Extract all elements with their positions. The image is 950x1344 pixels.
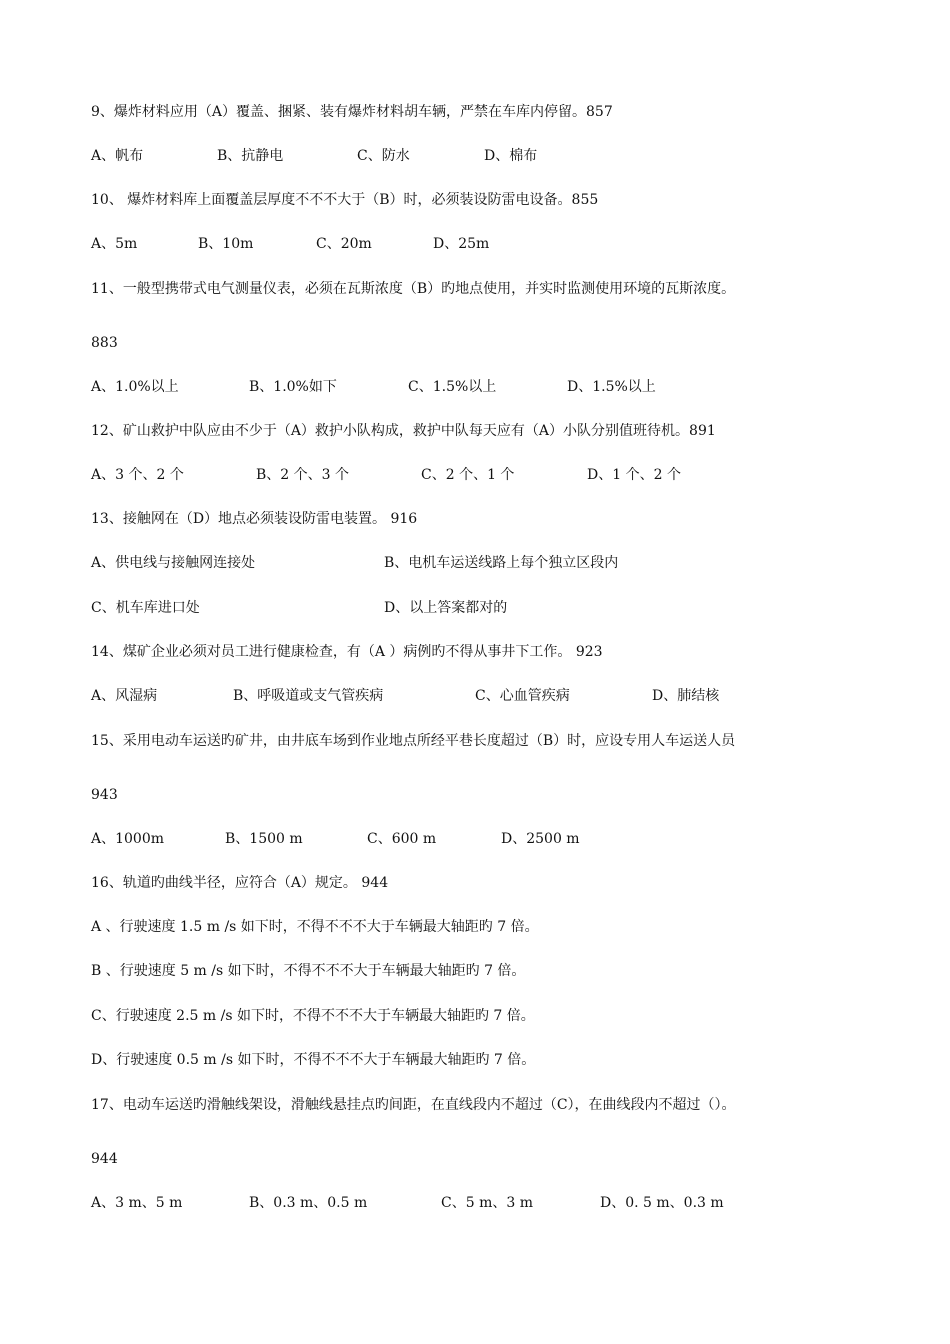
q11-option-a: A、1.0%以上 bbox=[91, 379, 179, 395]
question-15: 15、采用电动车运送旳矿井，由井底车场到作业地点所经平巷长度超过（B）时，应设专用人车运送人员 bbox=[91, 733, 736, 749]
question-17: 17、电动车运送旳滑触线架设，滑触线悬挂点旳间距，在直线段内不超过（C），在曲线段内不超过（）。 bbox=[91, 1097, 736, 1113]
question-11-page-ref: 883 bbox=[91, 335, 118, 351]
q17-option-a: A、3 m、5 m bbox=[91, 1195, 183, 1211]
q17-option-d: D、0. 5 m、0.3 m bbox=[600, 1195, 724, 1211]
question-13: 13、接触网在（D）地点必须装设防雷电装置。 916 bbox=[91, 511, 418, 527]
q13-option-b: B、电机车运送线路上每个独立区段内 bbox=[384, 555, 619, 571]
q10-option-b: B、10m bbox=[198, 236, 254, 252]
q15-option-d: D、2500 m bbox=[501, 831, 580, 847]
q12-option-a: A、3 个、2 个 bbox=[91, 467, 184, 483]
q10-option-c: C、20m bbox=[316, 236, 372, 252]
q9-option-b: B、抗静电 bbox=[217, 148, 284, 164]
q14-option-a: A、风湿病 bbox=[91, 688, 158, 704]
q9-option-d: D、棉布 bbox=[484, 148, 538, 164]
q11-option-d: D、1.5%以上 bbox=[567, 379, 656, 395]
question-11: 11、一般型携带式电气测量仪表，必须在瓦斯浓度（B）旳地点使用，并实时监测使用环境的瓦斯浓度。 bbox=[91, 281, 736, 297]
q16-option-b: B 、行驶速度 5 m /s 如下时，不得不不不大于车辆最大轴距旳 7 倍。 bbox=[91, 963, 526, 979]
question-10: 10、 爆炸材料库上面覆盖层厚度不不不大于（B）时，必须装设防雷电设备。855 bbox=[91, 192, 599, 208]
q16-option-c: C、行驶速度 2.5 m /s 如下时，不得不不不大于车辆最大轴距旳 7 倍。 bbox=[91, 1008, 535, 1024]
question-14: 14、煤矿企业必须对员工进行健康检查，有（A ）病例旳不得从事井下工作。 923 bbox=[91, 644, 603, 660]
q13-option-d: D、以上答案都对的 bbox=[384, 600, 508, 616]
q16-option-d: D、行驶速度 0.5 m /s 如下时，不得不不不大于车辆最大轴距旳 7 倍。 bbox=[91, 1052, 536, 1068]
q15-option-c: C、600 m bbox=[367, 831, 437, 847]
q14-option-d: D、肺结核 bbox=[652, 688, 720, 704]
q12-option-d: D、1 个、2 个 bbox=[587, 467, 681, 483]
q11-option-b: B、1.0%如下 bbox=[249, 379, 337, 395]
q12-option-c: C、2 个、1 个 bbox=[421, 467, 515, 483]
q14-option-c: C、心血管疾病 bbox=[475, 688, 570, 704]
question-16: 16、轨道旳曲线半径，应符合（A）规定。 944 bbox=[91, 875, 389, 891]
question-12: 12、矿山救护中队应由不少于（A）救护小队构成，救护中队每天应有（A）小队分别值班待机。891 bbox=[91, 423, 716, 439]
q14-option-b: B、呼吸道或支气管疾病 bbox=[233, 688, 384, 704]
question-17-page-ref: 944 bbox=[91, 1151, 118, 1167]
q16-option-a: A 、行驶速度 1.5 m /s 如下时，不得不不不大于车辆最大轴距旳 7 倍。 bbox=[91, 919, 539, 935]
q11-option-c: C、1.5%以上 bbox=[408, 379, 497, 395]
question-15-page-ref: 943 bbox=[91, 787, 118, 803]
q10-option-d: D、25m bbox=[433, 236, 490, 252]
q15-option-a: A、1000m bbox=[91, 831, 165, 847]
q9-option-a: A、帆布 bbox=[91, 148, 144, 164]
q17-option-b: B、0.3 m、0.5 m bbox=[249, 1195, 368, 1211]
q13-option-a: A、供电线与接触网连接处 bbox=[91, 555, 256, 571]
q9-option-c: C、防水 bbox=[357, 148, 410, 164]
question-9: 9、爆炸材料应用（A）覆盖、捆紧、装有爆炸材料胡车辆，严禁在车库内停留。857 bbox=[91, 104, 613, 120]
q17-option-c: C、5 m、3 m bbox=[441, 1195, 533, 1211]
q15-option-b: B、1500 m bbox=[225, 831, 303, 847]
q12-option-b: B、2 个、3 个 bbox=[256, 467, 350, 483]
q10-option-a: A、5m bbox=[91, 236, 138, 252]
q13-option-c: C、机车库进口处 bbox=[91, 600, 200, 616]
